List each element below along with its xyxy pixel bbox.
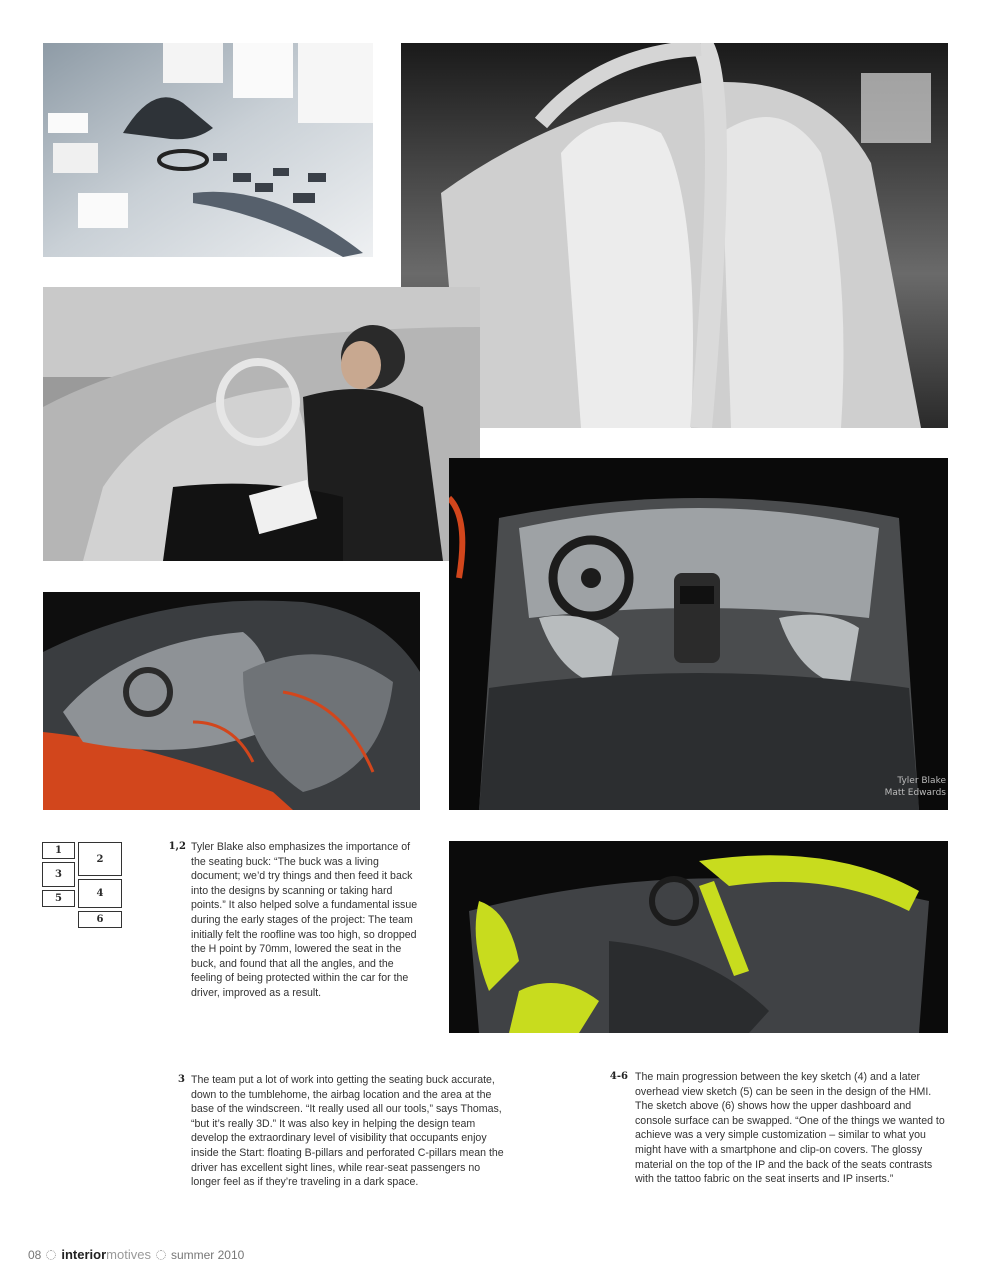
photo-5-overhead-sketch [449,458,948,810]
key-box-5: 5 [42,890,75,907]
caption-3-number: 3 [178,1074,185,1085]
photo-5-credit-1: Tyler Blake [897,776,946,786]
photo-3-designer-in-buck [43,287,480,561]
photo-4-orange-interior-render [43,592,420,810]
photo-2-white-buck [401,43,948,428]
caption-4-6-number: 4-6 [609,1071,628,1082]
photo-5-image [449,458,948,810]
key-box-3: 3 [42,862,75,887]
key-box-4: 4 [78,879,122,908]
brand-name-bold: interior [61,1247,107,1262]
caption-4-6-text: The main progression between the key sketch (4) and a later overhead view sketch (5) can be seen in the design of the HMI. The sketch above (6) shows how the upper dashboard and console surface can be swapped. “One of the things we wanted to achieve was a very simple customization – similar to what you might have with a smartphone and clip-on covers. The glossy material on the top of the IP and the back of the seats contrasts with the tattoo fabric on the seat inserts and IP inserts.” [635,1071,945,1186]
photo-4-image [43,592,420,810]
brand-name-light: motives [106,1247,151,1262]
page-footer [28,1247,244,1262]
key-box-1: 1 [42,842,75,859]
figure-layout-key [42,842,122,928]
photo-2-image [401,43,948,428]
caption-3-text: The team put a lot of work into getting the seating buck accurate, down to the tumblehome, the airbag location and the area at the base of the windscreen. “It really used all our tools,” says Thomas, “but it’s really 3D.” It was also key in helping the design team develop the extraordinary level of visibility that occupants enjoy inside the Start: floating B-pillars and perforated C-pillars mean the driver has excellent sight lines, while rear-seat passengers no longer feel as if they’re traveling in a dark space. [191,1074,504,1189]
photo-3-image [43,287,480,561]
dotted-circle-icon [156,1250,166,1260]
issue-label: summer 2010 [170,1247,245,1262]
dotted-circle-icon [46,1250,56,1260]
photo-5-credit-2: Matt Edwards [884,788,946,798]
caption-1-2-number: 1,2 [168,841,186,852]
photo-6-lime-interior-render [449,841,948,1033]
photo-6-image [449,841,948,1033]
key-box-6: 6 [78,911,122,928]
photo-1-buck-components [43,43,373,257]
key-box-2: 2 [78,842,122,876]
photo-1-image [43,43,373,257]
caption-1-2-text: Tyler Blake also emphasizes the importance of the seating buck: “The buck was a living document; we’d try things and then feed it back into the designs by scanning or taking hard points.” It also helped solve a fundamental issue during the early stages of the project: The team initially felt the roofline was too high, so dropped the H point by 70mm, lowered the seat in the buck, and found that all the angles, and the feeling of being protected within the car for the driver, improved as a result. [191,841,418,999]
page-number: 08 [28,1247,42,1262]
